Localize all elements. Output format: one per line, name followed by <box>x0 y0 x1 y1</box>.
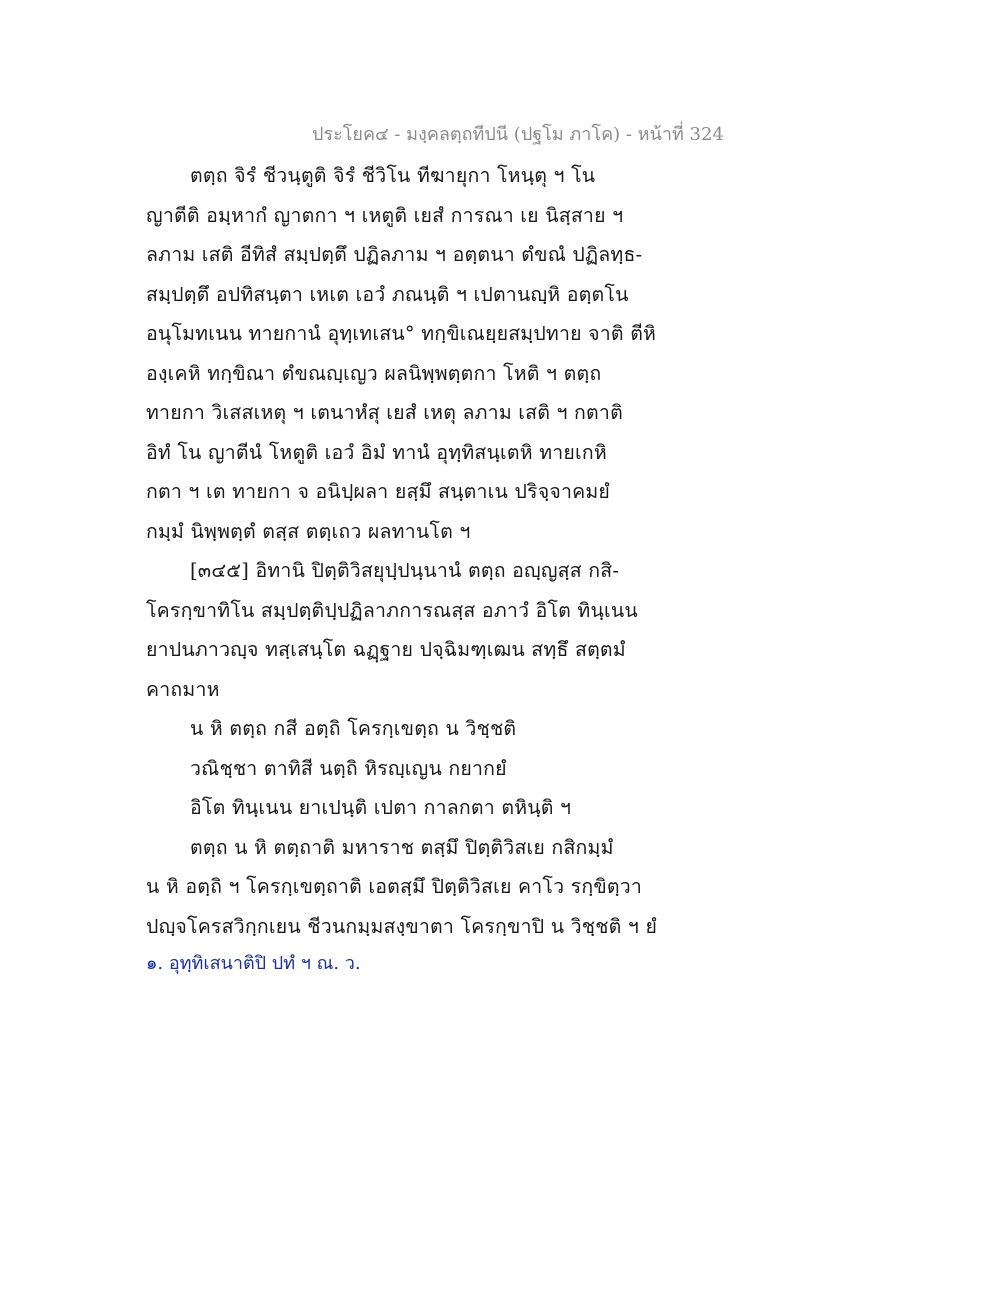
text-line: ยาปนภาวญฺจ ทสฺเสนฺโต ฉฏฺฐาย ปจฺฉิมฑฺเฒน สทฺธึ สตฺตมํ <box>146 638 626 661</box>
text-line: ลภาม เสติ อีทิสํ สมฺปตฺตึ ปฏิลภาม ฯ อตฺตนา ตํขณํ ปฏิลทฺธ- <box>146 243 643 266</box>
text-line: คาถมาห <box>146 677 220 701</box>
text-line: ทายกา วิเสสเหตุ ฯ เตนาหํสุ เยสํ เหตุ ลภาม เสติ ฯ กตาติ <box>146 401 623 424</box>
text-line: ปญฺจโครสวิกฺกเยน ชีวนกมฺมสงฺขาตา โครกฺขาปิ น วิชฺชติ ฯ ยํ <box>146 914 658 938</box>
verse-line: อิโต ทินฺเนน ยาเปนฺติ เปตา กาลกตา ตหินฺติ ฯ <box>190 796 572 819</box>
running-header: ประโยค๔ - มงฺคลตฺถทีปนี (ปฐโม ภาโค) - หน้าที่ 324 <box>312 124 724 145</box>
text-line: อิทํ โน ญาตีนํ โหตูติ เอวํ อิมํ ทานํ อุทฺทิสนฺเตหิ ทายเกหิ <box>146 440 607 464</box>
text-line: อนุโมทเนน ทายกานํ อุทฺเทเสน° ทกฺขิเณยฺยสมฺปทาย จาติ ตีหิ <box>146 322 657 345</box>
text-line: ญาตีติ อมฺหากํ ญาตกา ฯ เหตูติ เยสํ การณา เย นิสฺสาย ฯ <box>146 203 624 227</box>
verse-line: น หิ ตตฺถ กสี อตฺถิ โครกฺเขตฺถ น วิชฺชติ <box>190 717 517 740</box>
paragraph-start-line: ตตฺถ น หิ ตตฺถาติ มหาราช ตสฺมึ ปิตฺติวิสเย กสิกมฺมํ <box>190 835 614 859</box>
footnote: ๑. อุทฺทิเสนาติปิ ปทํ ฯ ณ. ว. <box>146 953 361 974</box>
verse-line: วณิชฺชา ตาทิสี นตฺถิ หิรญฺเญน กยากยํ <box>190 756 507 780</box>
text-line: องฺเคหิ ทกฺขิณา ตํขณญฺเญว ผลนิพฺพตฺตกา โหติ ฯ ตตฺถ <box>146 361 602 385</box>
paragraph-start-line: [๓๔๕] อิทานิ ปิตฺติวิสยุปฺปนฺนานํ ตตฺถ อญฺญสฺส กสิ- <box>190 559 620 582</box>
text-line: กมฺมํ นิพฺพตฺตํ ตสฺส ตตฺเถว ผลทานโต ฯ <box>146 519 471 543</box>
text-line: ตตฺถ จิรํ ชีวนฺตูติ จิรํ ชีวิโน ทีฆายุกา โหนฺตุ ฯ โน <box>190 164 596 187</box>
text-line: โครกฺขาทิโน สมฺปตฺติปฺปฏิลาภการณสฺส อภาวํ อิโต ทินฺเนน <box>146 598 638 622</box>
text-line: กตา ฯ เต ทายกา จ อนิปฺผลา ยสฺมึ สนฺตาเน ปริจฺจาคมยํ <box>146 480 611 503</box>
text-line: สมฺปตฺตึ อปทิสนฺตา เหเต เอวํ ภณนฺติ ฯ เปตานญฺหิ อตฺตโน <box>146 282 629 306</box>
body-text <box>146 156 706 982</box>
text-line: น หิ อตฺถิ ฯ โครกฺเขตฺถาติ เอตสฺมึ ปิตฺติวิสเย คาโว รกฺขิตฺวา <box>146 875 643 898</box>
